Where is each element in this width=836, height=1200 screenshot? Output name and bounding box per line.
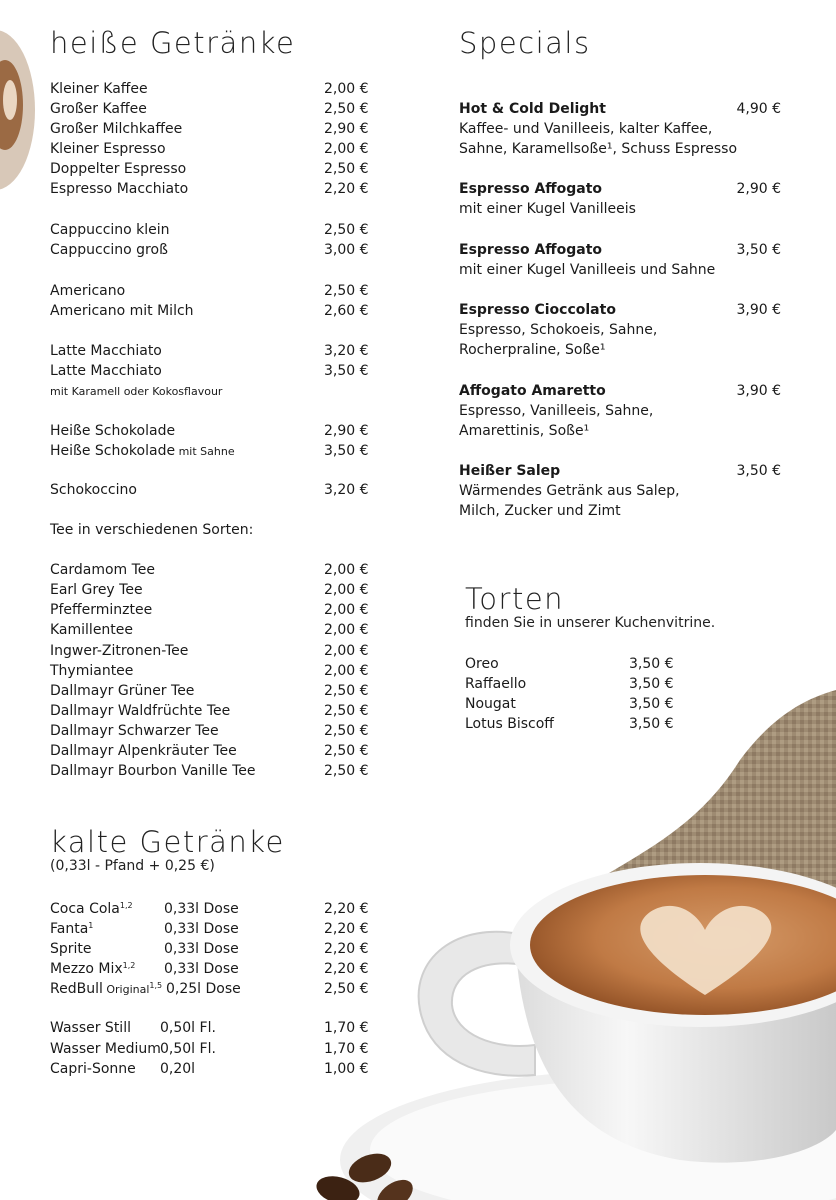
special-price: 3,90 € <box>736 383 781 399</box>
hot-drink-name: Schokoccino <box>50 482 137 498</box>
special-title: Heißer Salep <box>459 463 561 479</box>
hot-drink-row <box>50 382 380 402</box>
hot-drink-name: Dallmayr Waldfrüchte Tee <box>50 703 231 719</box>
cake-row <box>465 694 685 714</box>
special-title: Espresso Cioccolato <box>459 302 616 318</box>
hot-drink-price: 2,50 € <box>324 283 369 299</box>
cold-drink-price: 1,70 € <box>324 1020 369 1036</box>
hot-drink-row <box>50 620 380 640</box>
hot-drink-row <box>50 741 380 761</box>
special-price: 3,90 € <box>736 302 781 318</box>
hot-drink-price: 3,50 € <box>324 363 369 379</box>
cake-row <box>465 714 685 734</box>
cold-drink-price: 2,50 € <box>324 981 369 997</box>
hot-drink-price: 2,50 € <box>324 723 369 739</box>
special-title: Hot & Cold Delight <box>459 101 606 117</box>
hot-drink-name: Espresso Macchiato <box>50 181 189 197</box>
cold-drink-row <box>50 939 380 959</box>
hot-drink-price: 2,90 € <box>324 121 369 137</box>
hot-drink-row <box>50 341 380 361</box>
hot-drink-name: Americano <box>50 283 126 299</box>
hot-drink-name: Dallmayr Alpenkräuter Tee <box>50 743 237 759</box>
hot-drink-name: Kleiner Kaffee <box>50 81 148 97</box>
cold-drink-name: Sprite <box>50 941 92 957</box>
hot-drink-name: Kamillentee <box>50 622 134 638</box>
hot-drink-row <box>50 761 380 781</box>
cold-drink-row <box>50 959 380 979</box>
cold-drink-size: 0,25l Dose <box>166 981 241 997</box>
hot-drink-price: 2,00 € <box>324 602 369 618</box>
cold-drink-row <box>50 1018 380 1038</box>
cold-drink-size: 0,50l Fl. <box>160 1041 216 1057</box>
cold-drink-size: 0,33l Dose <box>164 901 239 917</box>
cold-drink-price: 2,20 € <box>324 901 369 917</box>
hot-drink-price: 3,20 € <box>324 482 369 498</box>
hot-drink-row <box>50 139 380 159</box>
hot-drink-name: Latte Macchiato <box>50 343 162 359</box>
hot-drink-name: Cappuccino groß <box>50 242 168 258</box>
cold-drink-price: 2,20 € <box>324 961 369 977</box>
special-title: Affogato Amaretto <box>459 383 606 399</box>
cold-drink-name: Fanta$^1$ <box>50 921 94 937</box>
cake-row <box>465 674 685 694</box>
hot-drink-row <box>50 79 380 99</box>
hot-drink-name: Ingwer-Zitronen-Tee <box>50 643 189 659</box>
hot-drink-row <box>50 220 380 240</box>
cake-price: 3,50 € <box>629 676 674 692</box>
cold-drink-price: 2,20 € <box>324 921 369 937</box>
hot-drinks-title: heiße Getränke <box>50 26 296 60</box>
hot-drink-price: 2,00 € <box>324 663 369 679</box>
cold-drink-name: RedBull Original$^{1,5}$ <box>50 981 163 997</box>
hot-drink-name: Pfefferminztee <box>50 602 153 618</box>
hot-drink-name: Americano mit Milch <box>50 303 194 319</box>
special-description: mit einer Kugel Vanilleeis und Sahne <box>459 262 716 278</box>
cold-drink-size: 0,33l Dose <box>164 941 239 957</box>
hot-drink-row <box>50 641 380 661</box>
special-price: 2,90 € <box>736 181 781 197</box>
special-price: 3,50 € <box>736 242 781 258</box>
cake-price: 3,50 € <box>629 656 674 672</box>
special-item <box>459 179 789 219</box>
hot-drink-row <box>50 661 380 681</box>
hot-drink-row <box>50 301 380 321</box>
hot-drink-suffix: mit Sahne <box>175 445 235 458</box>
allergen-footnote: 1,5 <box>149 981 163 990</box>
cold-drink-price: 2,20 € <box>324 941 369 957</box>
cold-drink-size: 0,50l Fl. <box>160 1020 216 1036</box>
hot-drink-price: 2,50 € <box>324 743 369 759</box>
hot-drink-price: 2,50 € <box>324 161 369 177</box>
special-description: Milch, Zucker und Zimt <box>459 503 621 519</box>
cold-drink-row <box>50 919 380 939</box>
cold-drink-row <box>50 1039 380 1059</box>
cake-name: Lotus Biscoff <box>465 716 554 732</box>
hot-drink-row <box>50 281 380 301</box>
hot-drink-price: 2,00 € <box>324 622 369 638</box>
allergen-footnote: 1,2 <box>119 901 133 910</box>
hot-drink-name: Kleiner Espresso <box>50 141 166 157</box>
special-price: 4,90 € <box>736 101 781 117</box>
hot-drink-name: Großer Milchkaffee <box>50 121 183 137</box>
hot-drink-price: 2,00 € <box>324 562 369 578</box>
cake-price: 3,50 € <box>629 716 674 732</box>
cake-price: 3,50 € <box>629 696 674 712</box>
hot-drink-row <box>50 520 380 540</box>
hot-drink-row <box>50 159 380 179</box>
cold-drink-size: 0,33l Dose <box>164 961 239 977</box>
hot-drink-price: 3,20 € <box>324 343 369 359</box>
hot-drink-row <box>50 681 380 701</box>
cold-drink-name: Capri-Sonne <box>50 1061 136 1077</box>
cakes-note: finden Sie in unserer Kuchenvitrine. <box>465 615 716 631</box>
cold-drink-name: Coca Cola$^{1,2}$ <box>50 901 133 917</box>
special-item <box>459 461 789 521</box>
cake-row <box>465 654 685 674</box>
hot-drink-name: Dallmayr Schwarzer Tee <box>50 723 219 739</box>
special-item <box>459 240 789 280</box>
hot-drink-name: Tee in verschiedenen Sorten: <box>50 522 254 538</box>
cold-drink-row <box>50 979 380 999</box>
cold-drink-size: 0,20l <box>160 1061 196 1077</box>
cold-drinks-deposit-note: (0,33l - Pfand + 0,25 €) <box>50 858 215 874</box>
special-description: Wärmendes Getränk aus Salep, <box>459 483 680 499</box>
cake-name: Raffaello <box>465 676 527 692</box>
hot-drink-row <box>50 240 380 260</box>
hot-drink-row <box>50 179 380 199</box>
hot-drink-name: Thymiantee <box>50 663 134 679</box>
hot-drink-name: Großer Kaffee <box>50 101 147 117</box>
special-item <box>459 99 789 159</box>
hot-drink-name: Doppelter Espresso <box>50 161 187 177</box>
hot-drink-name: Latte Macchiato <box>50 363 162 379</box>
cold-drink-name: Wasser Medium <box>50 1041 161 1057</box>
special-description: Espresso, Vanilleeis, Sahne, <box>459 403 654 419</box>
cold-drink-row <box>50 1059 380 1079</box>
special-description: Sahne, Karamellsoße¹, Schuss Espresso <box>459 141 738 157</box>
cold-drinks-title: kalte Getränke <box>50 825 285 859</box>
special-description: Kaffee- und Vanilleeis, kalter Kaffee, <box>459 121 713 137</box>
cold-drink-name: Mezzo Mix$^{1,2}$ <box>50 961 136 977</box>
cold-drink-row <box>50 899 380 919</box>
hot-drink-price: 2,50 € <box>324 101 369 117</box>
hot-drink-price: 2,00 € <box>324 141 369 157</box>
hot-drink-row <box>50 701 380 721</box>
cold-drink-suffix: Original <box>102 983 150 996</box>
hot-drink-name: mit Karamell oder Kokosflavour <box>50 385 223 398</box>
hot-drink-price: 2,00 € <box>324 81 369 97</box>
hot-drink-name: Earl Grey Tee <box>50 582 143 598</box>
hot-drink-name: Dallmayr Bourbon Vanille Tee <box>50 763 256 779</box>
cold-drink-price: 1,00 € <box>324 1061 369 1077</box>
cake-name: Nougat <box>465 696 516 712</box>
special-description: mit einer Kugel Vanilleeis <box>459 201 636 217</box>
hot-drink-name: Heiße Schokolade <box>50 423 176 439</box>
hot-drink-row <box>50 119 380 139</box>
hot-drink-price: 2,60 € <box>324 303 369 319</box>
hot-drink-price: 2,00 € <box>324 643 369 659</box>
hot-drink-price: 3,50 € <box>324 443 369 459</box>
allergen-footnote: 1 <box>88 921 94 930</box>
hot-drink-price: 2,50 € <box>324 763 369 779</box>
allergen-footnote: 1,2 <box>122 961 136 970</box>
special-description: Amarettinis, Soße¹ <box>459 423 590 439</box>
hot-drink-row <box>50 361 380 381</box>
hot-drink-name: Heiße Schokolade mit Sahne <box>50 443 235 459</box>
small-cup-top-left <box>0 30 35 190</box>
hot-drink-row <box>50 441 380 461</box>
hot-drink-row <box>50 421 380 441</box>
special-title: Espresso Affogato <box>459 181 603 197</box>
hot-drink-row <box>50 721 380 741</box>
cold-drink-name: Wasser Still <box>50 1020 131 1036</box>
cakes-title: Torten <box>465 582 565 616</box>
hot-drink-price: 2,90 € <box>324 423 369 439</box>
hot-drink-row <box>50 560 380 580</box>
hot-drink-price: 2,00 € <box>324 582 369 598</box>
special-title: Espresso Affogato <box>459 242 603 258</box>
hot-drink-name: Cappuccino klein <box>50 222 170 238</box>
special-description: Rocherpraline, Soße¹ <box>459 342 606 358</box>
special-description: Espresso, Schokoeis, Sahne, <box>459 322 658 338</box>
specials-title: Specials <box>459 26 591 60</box>
hot-drink-price: 2,50 € <box>324 703 369 719</box>
hot-drink-price: 2,20 € <box>324 181 369 197</box>
hot-drink-row <box>50 580 380 600</box>
hot-drink-row <box>50 600 380 620</box>
hot-drink-name: Cardamom Tee <box>50 562 156 578</box>
special-item <box>459 381 789 441</box>
cold-drink-price: 1,70 € <box>324 1041 369 1057</box>
hot-drink-price: 3,00 € <box>324 242 369 258</box>
cake-name: Oreo <box>465 656 499 672</box>
hot-drink-name: Dallmayr Grüner Tee <box>50 683 195 699</box>
hot-drink-price: 2,50 € <box>324 683 369 699</box>
hot-drink-price: 2,50 € <box>324 222 369 238</box>
cold-drink-size: 0,33l Dose <box>164 921 239 937</box>
hot-drink-row <box>50 480 380 500</box>
special-price: 3,50 € <box>736 463 781 479</box>
special-item <box>459 300 789 360</box>
hot-drink-row <box>50 99 380 119</box>
